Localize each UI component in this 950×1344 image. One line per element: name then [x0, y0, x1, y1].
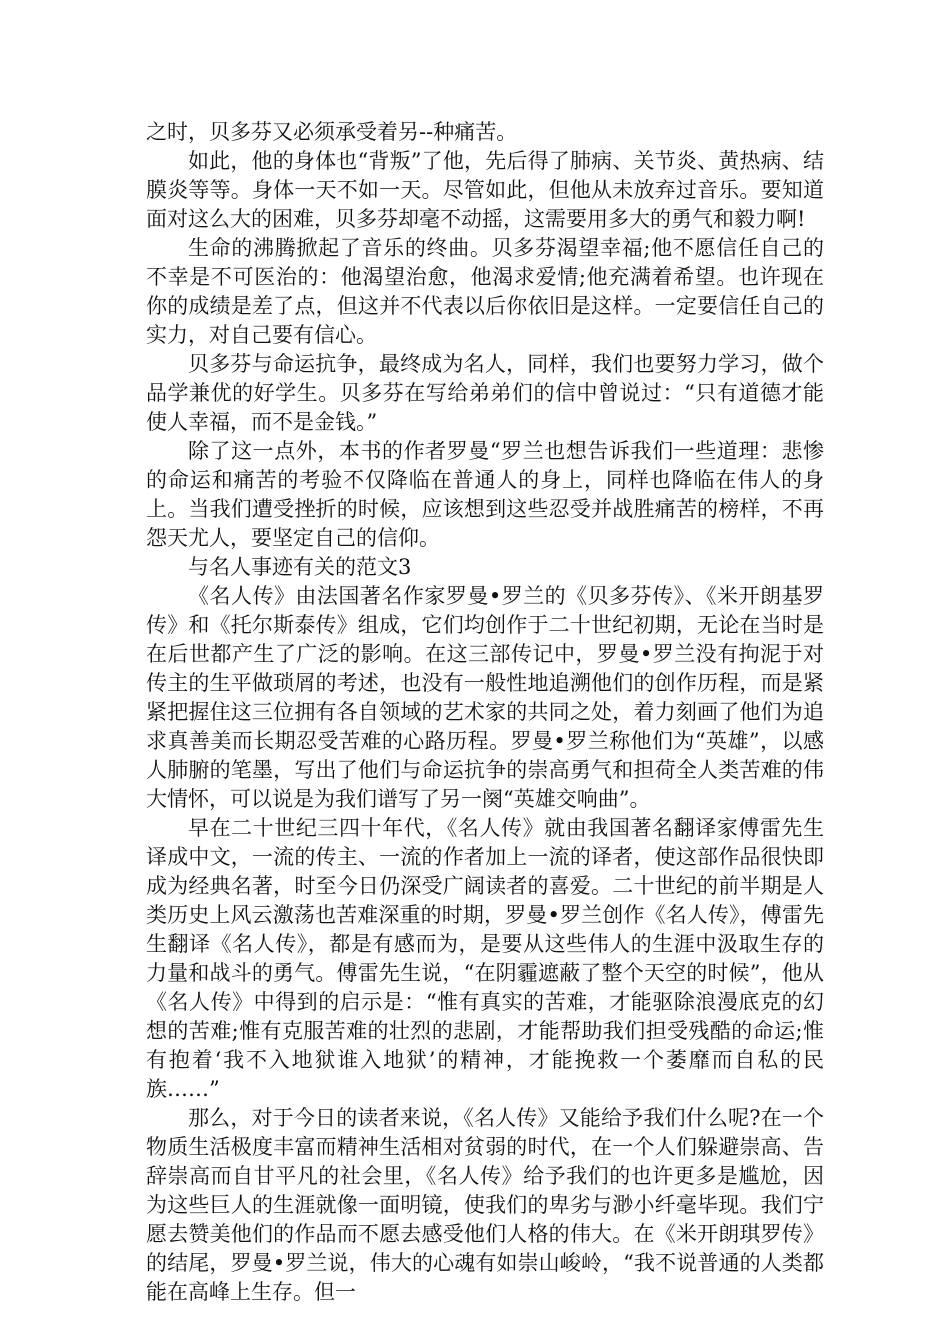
paragraph-today-readers: 那么，对于今日的读者来说，《名人传》又能给予我们什么呢?在一个物质生活极度丰富而精神生活相对贫弱的时代，在一个人们躲避崇高、告辞崇高而自甘平凡的社会里，《名人传》给予我们的也许更多是尴尬，因为这些巨人的生涯就像一面明镜，使我们的卑劣与渺小纤毫毕现。我们宁愿去赞美他们的作品而不愿去感受他们人格的伟大。在《米开朗琪罗传》的结尾，罗曼•罗兰说，伟大的心魂有如崇山峻岭，“我不说普通的人类都能在高峰上生存。但一	[146, 1106, 824, 1304]
section-heading: 与名人事迹有关的范文3	[188, 555, 412, 579]
paragraph-book-intro: 《名人传》由法国著名作家罗曼•罗兰的《贝多芬传》、《米开朗基罗传》和《托尔斯泰传》组成，它们均创作于二十世纪初期，无论在当时是在后世都产生了广泛的影响。在这三部传记中，罗曼•罗兰没有拘泥于对传主的生平做琐屑的考述，也没有一般性地追溯他们的创作历程，而是紧紧把握住这三位拥有各自领域的艺术家的共同之处，着力刻画了他们为追求真善美而长期忍受苦难的心路历程。罗曼•罗兰称他们为“英雄”，以感人肺腑的笔墨，写出了他们与命运抗争的崇高勇气和担荷全人类苦难的伟大情怀，可以说是为我们谱写了另一阕“英雄交响曲”。	[146, 584, 824, 811]
paragraph-illness: 如此，他的身体也“背叛”了他，先后得了肺病、关节炎、黄热病、结膜炎等等。身体一天不如一天。尽管如此，但他从未放弃过音乐。要知道面对这么大的困难，贝多芬却毫不动摇，这需要用多大的勇气和毅力啊!	[146, 149, 824, 231]
paragraph-lesson: 除了这一点外，本书的作者罗曼“罗兰也想告诉我们一些道理：悲惨的命运和痛苦的考验不仅降临在普通人的身上，同样也降临在伟人的身上。当我们遭受挫折的时候，应该想到这些忍受并战胜痛苦的榜样，不再怨天尤人，要坚定自己的信仰。	[146, 439, 824, 550]
document-body	[146, 118, 824, 1307]
paragraph-hope: 生命的沸腾掀起了音乐的终曲。贝多芬渴望幸福;他不愿信任自己的不幸是不可医治的：他渴望治愈，他渴求爱情;他充满着希望。也许现在你的成绩是差了点，但这并不代表以后你依旧是这样。一定要信任自己的实力，对自己要有信心。	[146, 236, 824, 347]
paragraph-struggle: 贝多芬与命运抗争，最终成为名人，同样，我们也要努力学习，做个品学兼优的好学生。贝多芬在写给弟弟们的信中曾说过：“只有道德才能使人幸福，而不是金钱。”	[146, 352, 824, 434]
paragraph-continuation: 之时，贝多芬又必须承受着另--种痛苦。	[146, 120, 518, 144]
paragraph-translation: 早在二十世纪三四十年代，《名人传》就由我国著名翻译家傅雷先生译成中文，一流的传主、一流的作者加上一流的译者，使这部作品很快即成为经典名著，时至今日仍深受广阔读者的喜爱。二十世纪的前半期是人类历史上风云激荡也苦难深重的时期，罗曼•罗兰创作《名人传》，傅雷先生翻译《名人传》，都是有感而为，是要从这些伟人的生涯中汲取生存的力量和战斗的勇气。傅雷先生说，“在阴霾遮蔽了整个天空的时候”，他从《名人传》中得到的启示是：“惟有真实的苦难，才能驱除浪漫底克的幻想的苦难;惟有克服苦难的壮烈的悲剧，才能帮助我们担受残酷的命运;惟有抱着‘我不入地狱谁入地狱’的精神，才能挽救一个萎靡而自私的民族……”	[146, 816, 824, 1101]
